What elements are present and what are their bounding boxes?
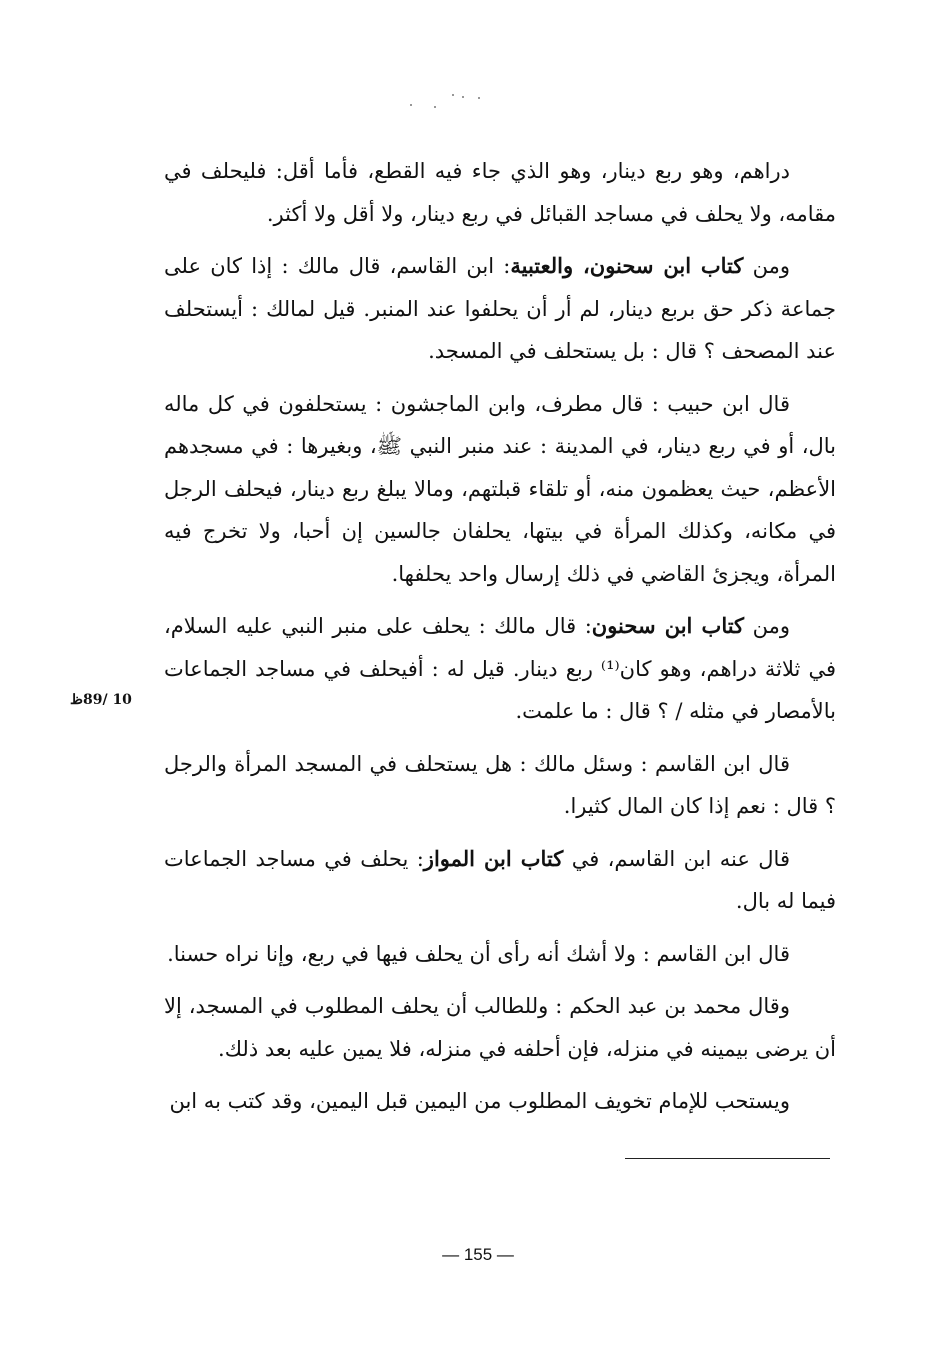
scan-specks	[400, 92, 490, 112]
paragraph	[164, 605, 836, 733]
paragraph	[164, 150, 836, 235]
book-title-bold: كتاب ابن سحنون، والعتبية	[510, 253, 744, 278]
book-title-bold: كتاب ابن سحنون	[591, 613, 745, 638]
paragraph	[164, 743, 836, 828]
paragraph-text: دراهم، وهو ربع دينار، وهو الذي جاء فيه القطع، فأما أقل: فليحلف في مقامه، ولا يحلف في مساجد القبائل في ربع دينار، ولا أقل ولا أكثر.	[164, 159, 836, 226]
paragraph-text: وقال محمد بن عبد الحكم : وللطالب أن يحلف المطلوب في المسجد، إلا أن يرضى بيمينه في منزله، فإن أحلفه في منزله، فلا يمين عليه بعد ذلك.	[164, 994, 836, 1061]
page-number: — 155 —	[442, 1245, 514, 1264]
paragraph	[164, 383, 836, 596]
paragraph-text: ويستحب للإمام تخويف المطلوب من اليمين قبل اليمين، وقد كتب به ابن	[169, 1089, 790, 1113]
book-title-bold: كتاب ابن المواز	[423, 845, 564, 871]
paragraph-text: قال ابن القاسم : وسئل مالك : هل يستحلف في المسجد المرأة والرجل ؟ قال : نعم إذا كان المال كثيرا.	[164, 751, 836, 818]
paragraph	[164, 985, 836, 1070]
paragraph	[164, 245, 836, 373]
paragraph-text: ومن	[744, 614, 790, 638]
paragraph-text: : ابن القاسم، قال مالك : إذا كان على جماعة ذكر حق بربع دينار، لم أر أن يحلفوا عند المنبر. قيل لمالك : أيستحلف عند المصحف ؟ قال : بل يستحلف في المسجد.	[164, 254, 836, 363]
manuscript-folio-note: 10 /89ظ	[70, 692, 132, 708]
paragraph-text: ومن	[743, 254, 790, 278]
paragraph-text: : قال مالك : يحلف على منبر النبي عليه السلام، في ثلاثة دراهم، وهو كان⁽¹⁾ ربع دينار. قيل له : أفيحلف في مساجد الجماعات بالأمصار في مثله / ؟ قال : ما علمت.	[164, 614, 836, 723]
paragraph	[164, 933, 836, 976]
paragraph	[164, 1080, 836, 1123]
paragraph	[164, 838, 836, 923]
paragraph-text: : يحلف في مساجد الجماعات فيما له بال.	[164, 846, 836, 913]
body-text	[164, 150, 836, 1133]
footnote-separator	[625, 1158, 830, 1159]
paragraph-text: قال ابن حبيب : قال مطرف، وابن الماجشون : يستحلفون في كل ماله بال، أو في ربع دينار، في المدينة : عند منبر النبي ﷺ، وبغيرها : في مسجدهم الأعظم، حيث يعظمون منه، أو تلقاء قبلتهم، ومالا يبلغ ربع دينار، فيحلف الرجل في مكانه، وكذلك المرأة في بيتها، يحلفان جالسين إن أحبا، ولا تخرج فيه المرأة، ويجزئ القاضي في ذلك إرسال واحد يحلفها.	[164, 391, 836, 586]
paragraph-text: قال ابن القاسم : ولا أشك أنه رأى أن يحلف فيها في ربع، وإنا نراه حسنا.	[167, 941, 790, 966]
paragraph-text: قال عنه ابن القاسم، في	[563, 846, 790, 871]
